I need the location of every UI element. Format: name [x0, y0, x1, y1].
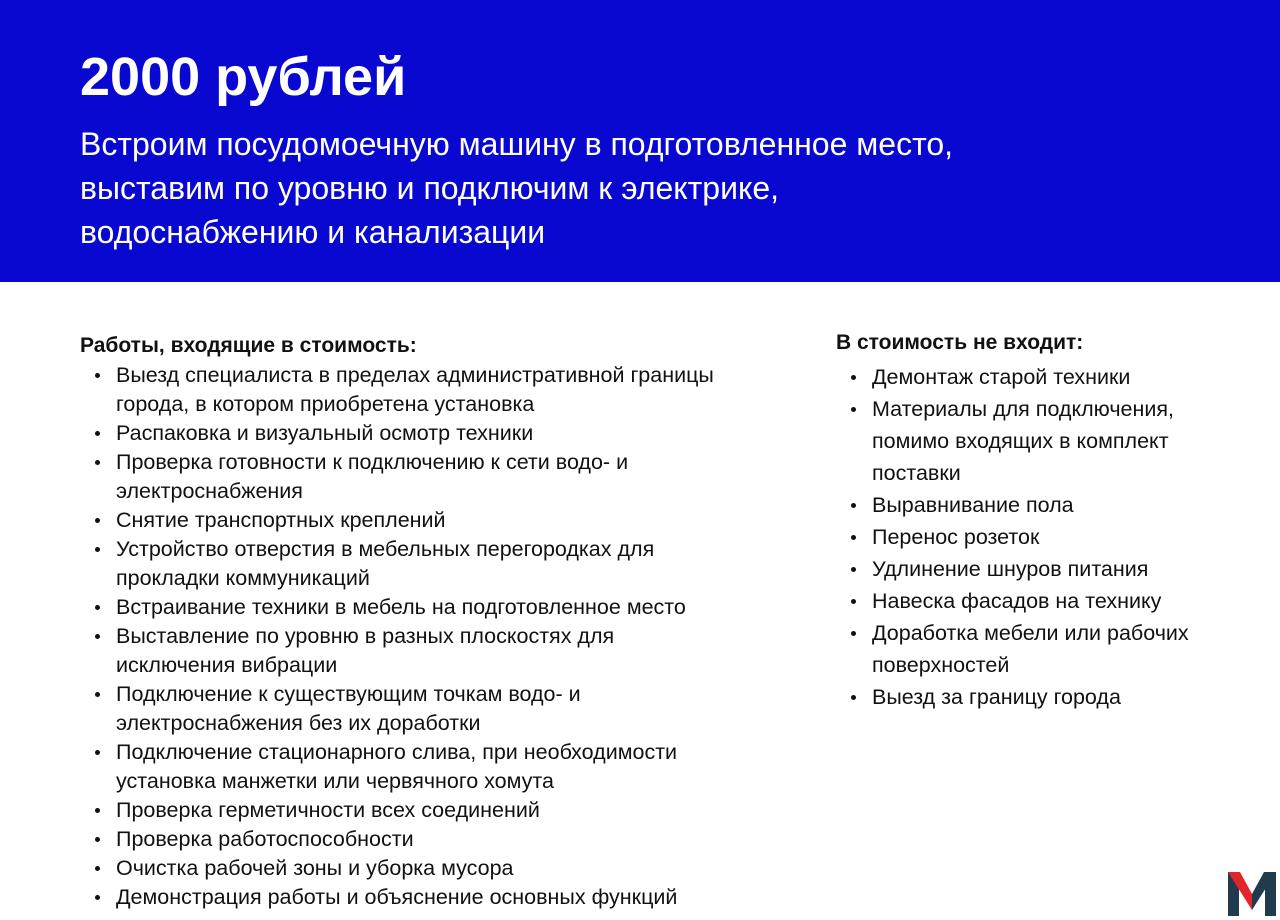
- logo-right-stroke: [1265, 872, 1276, 916]
- included-item-text: Проверка работоспособности: [116, 827, 414, 851]
- included-item-text: Подключение стационарного слива, при необходимости: [116, 740, 678, 764]
- excluded-item-text: помимо входящих в комплект: [872, 429, 1169, 453]
- included-item-text: Устройство отверстия в мебельных перегородках для: [116, 537, 655, 561]
- included-item: [80, 854, 800, 883]
- m-logo-icon: [1228, 872, 1276, 916]
- included-item: [80, 361, 800, 419]
- included-item-text: Выставление по уровню в разных плоскостях для: [116, 624, 615, 648]
- included-item-text: Подключение к существующим точкам водо- и: [116, 682, 581, 706]
- excluded-item-text: Выравнивание пола: [872, 493, 1074, 517]
- service-description-line: выставим по уровню и подключим к электрике,: [80, 170, 780, 206]
- included-item-text: Проверка герметичности всех соединений: [116, 798, 540, 822]
- included-item-text: Выезд специалиста в пределах административной границы: [116, 363, 714, 387]
- excluded-item-text: поставки: [872, 461, 961, 485]
- excluded-item: [836, 489, 1256, 521]
- service-description-line: водоснабжению и канализации: [80, 214, 546, 250]
- included-item-text: Встраивание техники в мебель на подготовленное место: [116, 595, 686, 619]
- hero-banner: [0, 0, 1280, 282]
- included-item: [80, 593, 800, 622]
- service-description-line: Встроим посудомоечную машину в подготовленное место,: [80, 126, 954, 162]
- included-item: [80, 738, 800, 796]
- excluded-item: [836, 617, 1256, 681]
- excluded-item: [836, 585, 1256, 617]
- included-item-text: электроснабжения: [116, 479, 303, 503]
- included-item: [80, 448, 800, 506]
- excluded-item-text: Демонтаж старой техники: [872, 365, 1131, 389]
- service-description: [80, 122, 1230, 254]
- included-item: [80, 535, 800, 593]
- excluded-item: [836, 521, 1256, 553]
- price-title: 2000 рублей: [80, 47, 407, 107]
- excluded-item-text: Доработка мебели или рабочих: [872, 621, 1189, 645]
- included-item-text: Демонстрация работы и объяснение основных функций: [116, 885, 678, 909]
- included-item-text: электроснабжения без их доработки: [116, 711, 481, 735]
- excluded-item-text: Навеска фасадов на технику: [872, 589, 1162, 613]
- included-item-text: города, в котором приобретена установка: [116, 392, 535, 416]
- excluded-item-text: Материалы для подключения,: [872, 397, 1174, 421]
- included-item-text: установка манжетки или червячного хомута: [116, 769, 554, 793]
- excluded-item-text: Выезд за границу города: [872, 685, 1121, 709]
- included-item: [80, 506, 800, 535]
- excluded-item: [836, 553, 1256, 585]
- excluded-item: [836, 393, 1256, 489]
- included-item: [80, 419, 800, 448]
- included-item-text: прокладки коммуникаций: [116, 566, 370, 590]
- excluded-item: [836, 681, 1256, 713]
- excluded-item: [836, 361, 1256, 393]
- included-item: [80, 883, 800, 912]
- included-item: [80, 825, 800, 854]
- excluded-title: В стоимость не входит:: [836, 331, 1084, 354]
- excluded-item-text: поверхностей: [872, 653, 1010, 677]
- excluded-item-text: Удлинение шнуров питания: [872, 557, 1149, 581]
- included-item-text: Распаковка и визуальный осмотр техники: [116, 421, 534, 445]
- included-item-text: Снятие транспортных креплений: [116, 508, 446, 532]
- included-item-text: исключения вибрации: [116, 653, 338, 677]
- included-title: Работы, входящие в стоимость:: [80, 334, 417, 357]
- excluded-item-text: Перенос розеток: [872, 525, 1040, 549]
- included-item-text: Очистка рабочей зоны и уборка мусора: [116, 856, 514, 880]
- included-list: [80, 361, 800, 912]
- included-item-text: Проверка готовности к подключению к сети водо- и: [116, 450, 629, 474]
- excluded-list: [836, 361, 1256, 713]
- included-item: [80, 680, 800, 738]
- included-item: [80, 796, 800, 825]
- included-item: [80, 622, 800, 680]
